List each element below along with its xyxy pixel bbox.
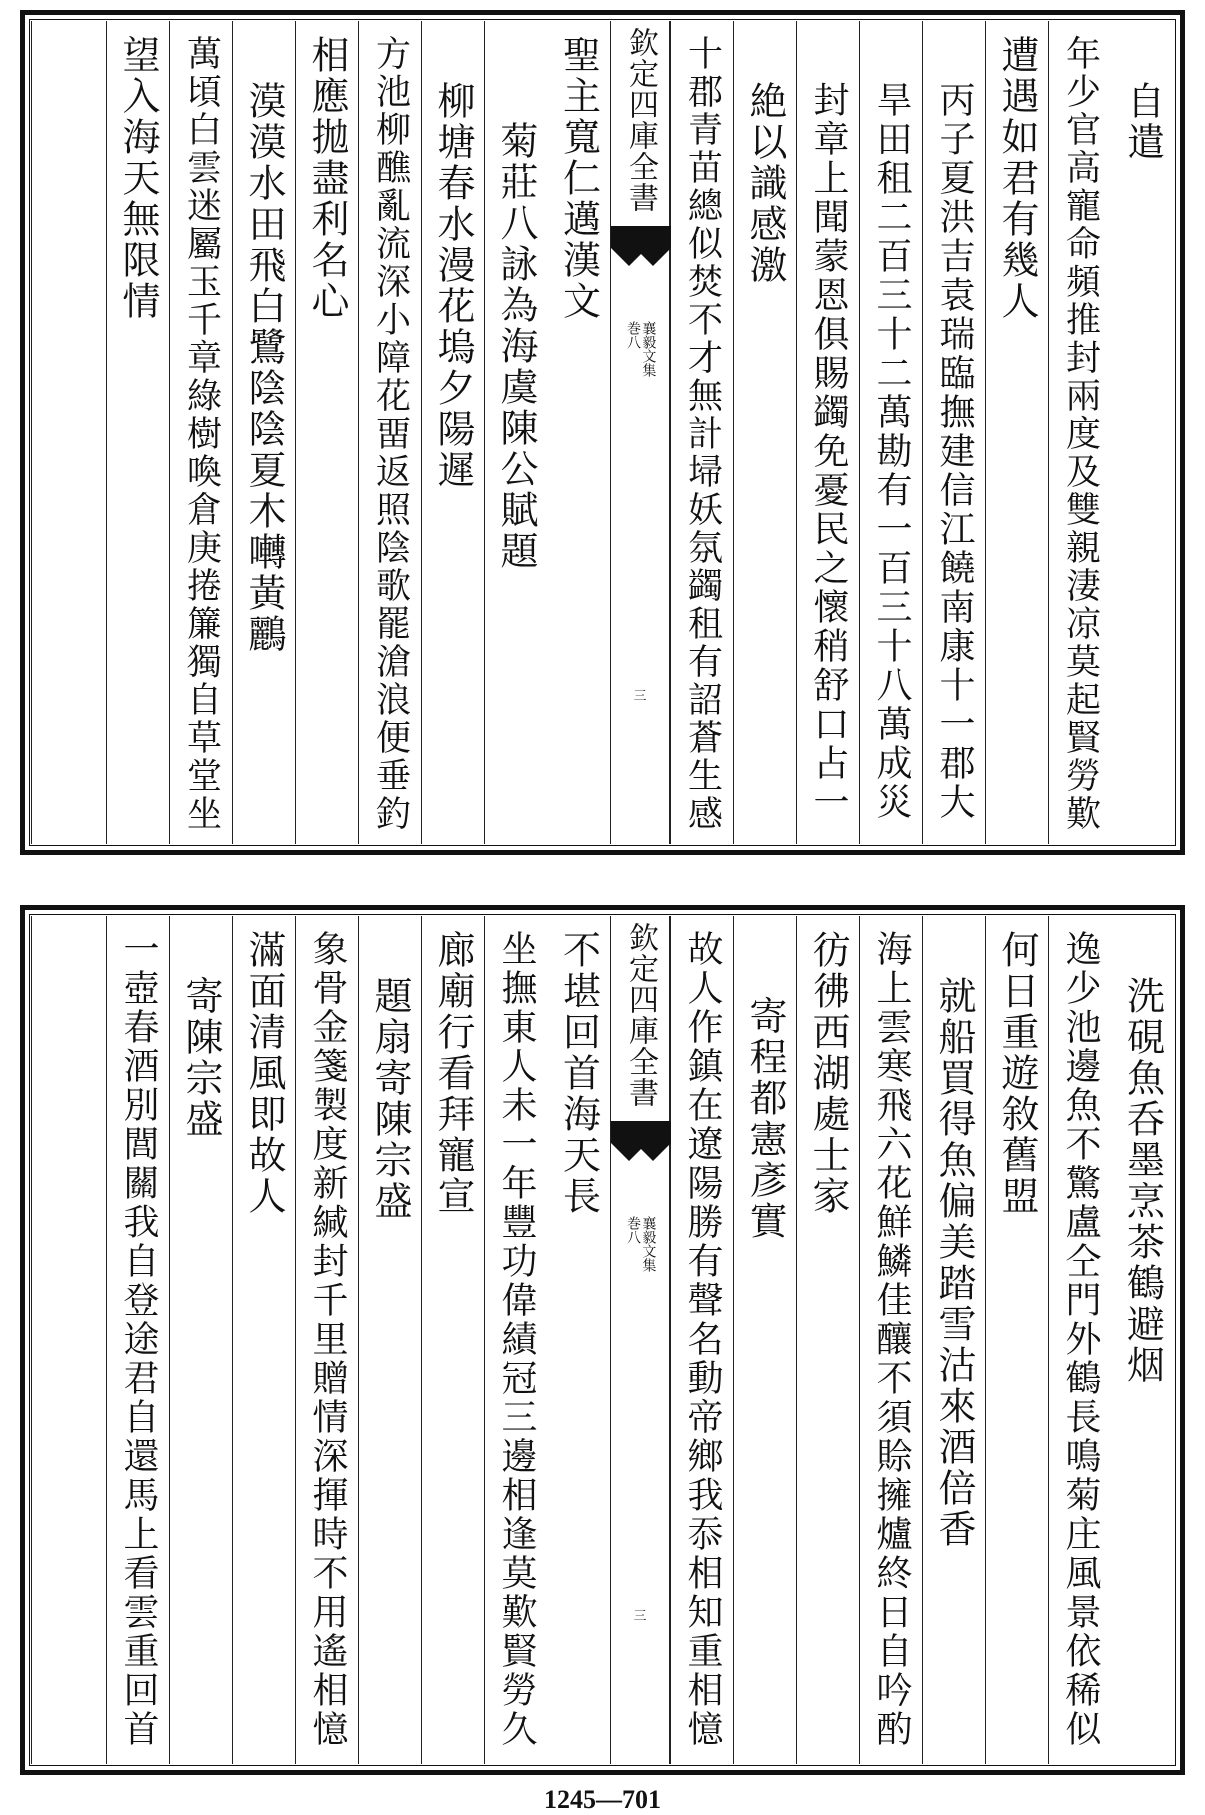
text-column	[796, 21, 859, 844]
poem-title: 菊莊八詠為海虞陳公賦題	[494, 121, 538, 572]
poem-line: 漠漠水田飛白鷺陰陰夏木囀黃鸝	[242, 81, 286, 655]
text-column	[31, 916, 106, 1764]
text-column	[1111, 21, 1174, 844]
text-column	[1048, 916, 1111, 1764]
text-columns	[31, 916, 1174, 1764]
bottom-page	[20, 905, 1185, 1775]
poem-line: 相應拋盡利名心	[305, 35, 349, 322]
text-column	[421, 916, 484, 1764]
poem-title: 就船買得魚偏美踏雪沽來酒倍香	[932, 976, 976, 1550]
text-column	[547, 21, 610, 844]
book-title: 欽定四庫全書	[623, 922, 658, 1108]
volume-number: 巻八	[625, 1216, 641, 1244]
poem-line: 遭遇如君有幾人	[995, 35, 1039, 322]
text-column	[484, 21, 547, 844]
text-column	[733, 21, 796, 844]
text-column	[670, 916, 733, 1764]
book-title: 欽定四庫全書	[623, 27, 658, 213]
poem-line: 何日重遊敘舊盟	[995, 930, 1039, 1217]
text-column	[421, 21, 484, 844]
preface-line: 封章上聞蒙恩俱賜蠲免憂民之懷稍舒口占一	[808, 81, 849, 822]
poem-line: 海上雲寒飛六花鮮鱗佳釀不須賒擁爐終日自吟酌	[871, 930, 912, 1749]
poem-line: 望入海天無限情	[116, 35, 160, 322]
book-spine	[610, 916, 670, 1764]
fish-tail-icon	[611, 1121, 671, 1175]
volume-title: 襄毅文集	[640, 1216, 657, 1272]
text-column	[169, 21, 232, 844]
text-column	[1111, 916, 1174, 1764]
text-column	[232, 21, 295, 844]
page-number: 三	[633, 1609, 647, 1624]
poem-line: 聖主寬仁邁漢文	[556, 35, 601, 322]
poem-line: 逸少池邊魚不驚盧仝門外鶴長鳴菊庄風景依稀似	[1060, 930, 1101, 1749]
text-column	[796, 916, 859, 1764]
preface-line: 丙子夏洪吉袁瑞臨撫建信江饒南康十一郡大	[934, 81, 975, 822]
text-column	[169, 916, 232, 1764]
poem-line: 萬頃白雲迷屬玉千章綠樹喚倉庚捲簾獨自草堂坐	[181, 35, 222, 833]
text-column	[922, 916, 985, 1764]
text-column	[31, 21, 106, 844]
poem-line: 柳塘春水漫花塢夕陽遲	[431, 81, 475, 491]
poem-line: 象骨金箋製度新緘封千里贈情深揮時不用遙相憶	[307, 930, 348, 1749]
fish-tail-icon	[611, 226, 671, 280]
poem-line: 故人作鎮在遼陽勝有聲名動帝鄉我忝相知重相憶	[682, 930, 723, 1749]
book-spine	[610, 21, 670, 844]
text-column	[985, 21, 1048, 844]
text-column	[295, 916, 358, 1764]
poem-title: 寄程都憲彥實	[743, 996, 787, 1242]
catalog-number: 1245—701	[544, 1785, 661, 1814]
preface-line: 旱田租二百三十二萬勘有一百三十八萬成災	[871, 81, 912, 822]
poem-title: 寄陳宗盛	[179, 976, 223, 1140]
text-column	[106, 916, 169, 1764]
volume-number: 巻八	[625, 321, 641, 349]
text-column	[733, 916, 796, 1764]
text-column	[358, 916, 421, 1764]
text-column	[547, 916, 610, 1764]
poem-title: 題扇寄陳宗盛	[368, 976, 412, 1222]
text-columns	[31, 21, 1174, 844]
text-column	[358, 21, 421, 844]
text-column	[1048, 21, 1111, 844]
page-number: 三	[633, 689, 647, 704]
text-column	[106, 21, 169, 844]
text-column	[985, 916, 1048, 1764]
poem-line: 十郡青苗總似焚不才無計埽妖氛蠲租有詔蒼生感	[682, 35, 723, 833]
poem-line: 不堪回首海天長	[556, 930, 601, 1217]
poem-title: 洗硯魚呑墨烹茶鶴避烟	[1120, 976, 1165, 1386]
text-column	[859, 21, 922, 844]
text-column	[670, 21, 733, 844]
poem-line: 坐撫東人未一年豐功偉績冠三邊相逢莫歎賢勞久	[496, 930, 537, 1749]
text-column	[922, 21, 985, 844]
poem-line: 廊廟行看拜寵宣	[431, 930, 475, 1217]
top-page	[20, 10, 1185, 855]
poem-line: 年少官高寵命頻推封兩度及雙親淒凉莫起賢勞歎	[1060, 35, 1101, 833]
poem-line: 方池柳醮亂流深小障花畱返照陰歌罷滄浪便垂釣	[370, 35, 411, 833]
volume-label	[625, 1216, 656, 1272]
text-column	[859, 916, 922, 1764]
volume-title: 襄毅文集	[640, 321, 657, 377]
poem-line: 滿面清風即故人	[242, 930, 286, 1217]
text-column	[484, 916, 547, 1764]
preface-line: 絶以識感激	[743, 81, 787, 286]
poem-line: 一壺春酒別閭關我自登途君自還馬上看雲重回首	[118, 930, 159, 1749]
poem-line: 彷彿西湖處士家	[806, 930, 850, 1217]
poem-title: 自遣	[1120, 81, 1165, 163]
text-column	[232, 916, 295, 1764]
volume-label	[625, 321, 656, 377]
text-column	[295, 21, 358, 844]
